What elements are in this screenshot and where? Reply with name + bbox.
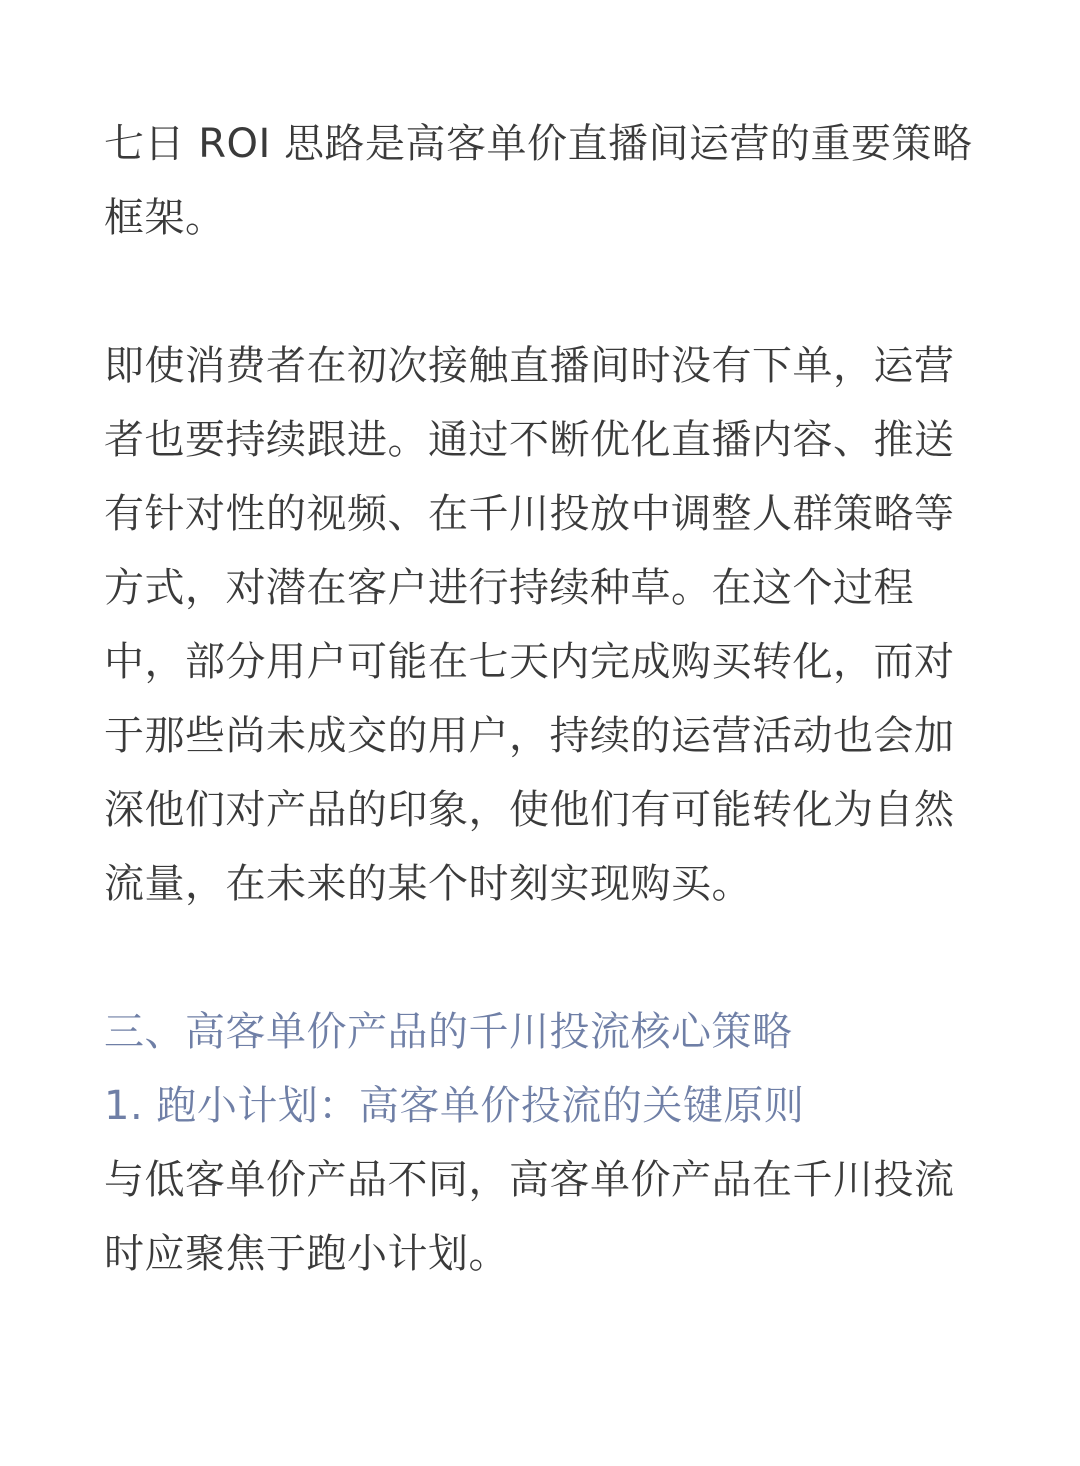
- section-heading: 三、高客单价产品的千川投流核心策略: [104, 1009, 793, 1055]
- follow-up-paragraph: 即使消费者在初次接触直播间时没有下单，运营者也要持续跟进。通过不断优化直播内容、推送有针对性的视频、在千川投放中调整人群策略等方式，对潜在客户进行持续种草。在这个过程中，部分用户可能在七天内完成购买转化，而对于那些尚未成交的用户，持续的运营活动也会加深他们对产品的印象，使他们有可能转化为自然流量，在未来的某个时刻实现购买。: [104, 343, 955, 907]
- paragraph-spacer: [104, 255, 976, 329]
- intro-paragraph: 七日 ROI 思路是高客单价直播间运营的重要策略框架。: [104, 121, 973, 241]
- strategy-paragraph: 与低客单价产品不同，高客单价产品在千川投流时应聚焦于跑小计划。: [104, 1157, 955, 1277]
- article-body: [104, 107, 976, 1291]
- paragraph-spacer: [104, 921, 976, 995]
- subsection-heading: 1. 跑小计划：高客单价投流的关键原则: [104, 1083, 805, 1129]
